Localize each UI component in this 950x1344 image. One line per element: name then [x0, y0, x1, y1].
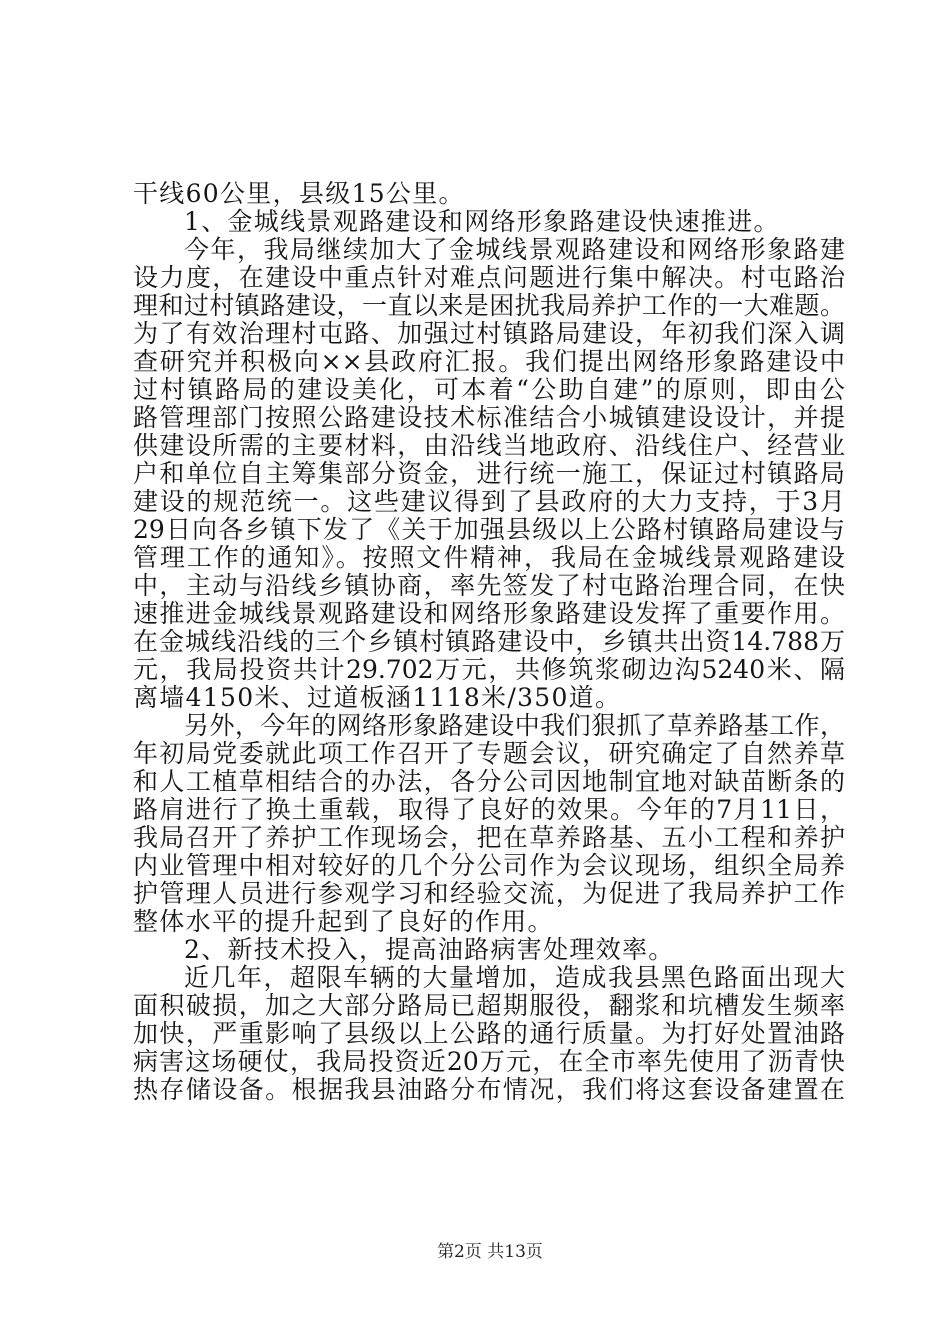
text-line: 29日向各乡镇下发了《关于加强县级以上公路村镇路局建设与 [133, 516, 845, 544]
text-line: 护管理人员进行参观学习和经验交流，为促进了我局养护工作 [133, 880, 845, 908]
text-line: 今年，我局继续加大了金城线景观路建设和网络形象路建 [184, 236, 845, 264]
section-heading-text: 2、新技术投入，提高油路病害处理效率。 [184, 936, 675, 964]
text-line: 元，我局投资共计29.702万元，共修筑浆砌边沟5240米、隔 [133, 656, 845, 684]
text-line: 内业管理中相对较好的几个分公司作为会议现场，组织全局养 [133, 852, 845, 880]
text-line: 在金城线沿线的三个乡镇村镇路建设中，乡镇共出资14.788万 [133, 628, 845, 656]
paragraph-continued [133, 180, 845, 208]
text-line: 设力度，在建设中重点针对难点问题进行集中解决。村屯路治 [133, 264, 845, 292]
text-line: 供建设所需的主要材料，由沿线当地政府、沿线住户、经营业 [133, 432, 845, 460]
text-line: 管理工作的通知》。按照文件精神，我局在金城线景观路建设 [133, 544, 845, 572]
text-line: 年初局党委就此项工作召开了专题会议，研究确定了自然养草 [133, 740, 845, 768]
text-line: 速推进金城线景观路建设和网络形象路建设发挥了重要作用。 [133, 600, 845, 628]
document-body [133, 180, 845, 1104]
section-heading-2 [133, 936, 845, 964]
text-line: 建设的规范统一。这些建议得到了县政府的大力支持，于3月 [133, 488, 845, 516]
text-line: 离墙4150米、过道板涵1118米/350道。 [133, 684, 622, 712]
text-line: 理和过村镇路建设，一直以来是困扰我局养护工作的一大难题。 [133, 292, 845, 320]
text-line: 户和单位自主筹集部分资金，进行统一施工，保证过村镇路局 [133, 460, 845, 488]
page-footer [30, 1240, 950, 1264]
text-line: 路肩进行了换土重载，取得了良好的效果。今年的7月11日， [133, 796, 845, 824]
text-line: 我局召开了养护工作现场会，把在草养路基、五小工程和养护 [133, 824, 845, 852]
text-line: 和人工植草相结合的办法，各分公司因地制宜地对缺苗断条的 [133, 768, 845, 796]
text-line: 为了有效治理村屯路、加强过村镇路局建设，年初我们深入调 [133, 320, 845, 348]
text-line: 另外，今年的网络形象路建设中我们狠抓了草养路基工作， [184, 712, 845, 740]
text-line: 面积破损，加之大部分路局已超期服役，翻浆和坑槽发生频率 [133, 992, 845, 1020]
text-line: 过村镇路局的建设美化，可本着“公助自建”的原则，即由公 [133, 376, 845, 404]
text-line: 干线60公里，县级15公里。 [133, 180, 465, 208]
section-heading-text: 1、金城线景观路建设和网络形象路建设快速推进。 [184, 208, 780, 236]
paragraph-recent-years [133, 964, 845, 1104]
text-line: 近几年，超限车辆的大量增加，造成我县黑色路面出现大 [184, 964, 845, 992]
paragraph-additionally [133, 712, 845, 936]
text-line: 中，主动与沿线乡镇协商，率先签发了村屯路治理合同，在快 [133, 572, 845, 600]
section-heading-1 [133, 208, 845, 236]
text-line: 热存储设备。根据我县油路分布情况，我们将这套设备建置在 [133, 1076, 845, 1104]
page-number-label: 第2页 共13页 [437, 1242, 543, 1262]
text-line: 加快，严重影响了县级以上公路的通行质量。为打好处置油路 [133, 1020, 845, 1048]
paragraph-this-year [133, 236, 845, 712]
text-line: 整体水平的提升起到了良好的作用。 [133, 908, 554, 936]
text-line: 病害这场硬仗，我局投资近20万元，在全市率先使用了沥青快 [133, 1048, 845, 1076]
text-line: 路管理部门按照公路建设技术标准结合小城镇建设设计，并提 [133, 404, 845, 432]
text-line: 查研究并积极向××县政府汇报。我们提出网络形象路建设中 [133, 348, 845, 376]
